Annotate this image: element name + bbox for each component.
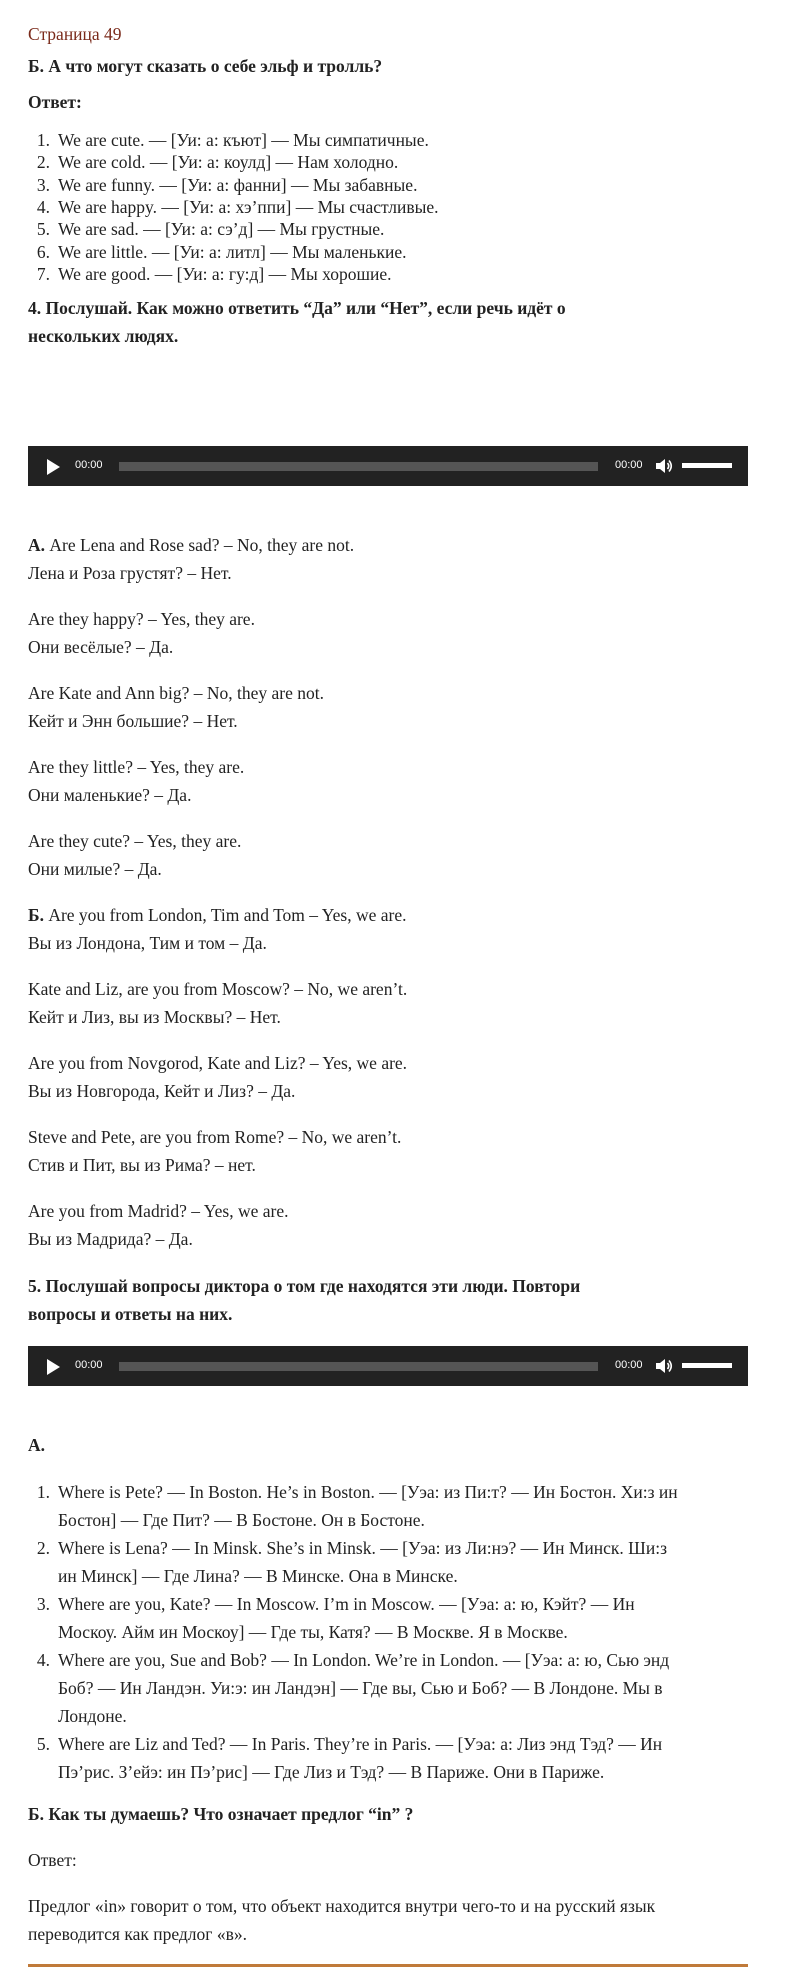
bottom-divider [28, 1964, 748, 1967]
dialogue-ru: Кейт и Энн большие? – Нет. [28, 711, 238, 731]
section-b-title: Б. А что могут сказать о себе эльф и тролль? [28, 56, 383, 76]
dialogue-en: А. Are Lena and Rose sad? – No, they are not. [28, 535, 355, 555]
audio-player [28, 446, 748, 486]
play-icon[interactable] [47, 459, 60, 475]
dialogue-en: Kate and Liz, are you from Moscow? – No, we aren’t. [28, 979, 408, 999]
task5-a-label: А. [28, 1435, 46, 1455]
dialogue-ru: Кейт и Лиз, вы из Москвы? – Нет. [28, 1007, 281, 1027]
page: Страница 49 Б. А что могут сказать о себе эльф и тролль? Ответ: 1. We are cute. — [Уи: а: къют] — Мы симпатичные. 2. We are cold. — [Уи: а: коулд] — Нам холодно. 3. We are funny. — [Уи: а: фанни] — Мы забавные. 4. We are happy. — [Уи: а: хэ’ппи] — Мы счастливые. 5. We are sad. — [Уи: а: сэ’д] — Мы грустные. 6. We are little. — [Уи: а: литл] — Мы маленькие. 7. We are good. — [Уи: а: гу:д] — Мы хорошие. 4. Послушай. Как можно ответить “Да” или “Нет”, если речь идёт о нескольких людях. 00:00 00:00 А. Are Lena and Rose sad? – No, they are not. Лена и Роза грустят? – Нет. Are they happy? – Yes, they are. Они весёлые? – Да. Are Kate and Ann big? – No, they are not. Кейт и Энн большие? – Нет. Are they little? – Yes, they are. Они маленькие? – Да. Are they cute? – Yes, they are. Они милые? – Да. Б. Are you from London, Tim and Tom – Yes, we are. Вы из Лондона, Тим и том – Да. Kate and Liz, are you from Moscow? – No, we aren’t. Кейт и Лиз, вы из Москвы? – Нет. Are you from Novgorod, Kate and Liz? – Yes, we are. Вы из Новгорода, Кейт и Лиз? – Да. Steve and Pete, are you from Rome? – No, we aren’t. Стив и Пит, вы из Рима? – нет. Are you from Madrid? – Yes, we are. Вы из Мадрида? – Да. 5. Послушай вопросы диктора о том где находятся эти люди. Повтори вопросы и ответы на них. 00:00 00:00 А. 1. Where is Pete? — In Boston. He’s in Boston. — [Уэа: из Пи:т? — Ин Бостон. Хи:з ин Бостон] — Где Пит? — В Бостоне. Он в Бостоне. 2. Where is Lena? — In Minsk. She’s in Minsk. — [Уэа: из Ли:нэ? — Ин Минск. Ши:з ин Минск] — Где Лина? — В Минске. Она в Минске. 3. Where are you, Kate? — In Moscow. I’m in Moscow. — [Уэа: а: ю, Кэйт? — Ин Москоу. Айм ин Москоу] — Где ты, Катя? — В Москве. Я в Москве. 4. Where are you, Sue and Bob? — In London. We’re in London. — [Уэа: а: ю, Сью энд Боб? — Ин Ландэн. Уи:э: ин Ландэн] — Где вы, Сью и Боб? — В Лондоне. Мы в Лондоне. 5. Where are Liz and Ted? — In Paris. They’re in Paris. — [Уэа: а: Лиз энд Тэд? — Ин Пэ’рис. З’ейэ: ин Пэ’рис] — Где Лиз и Тэд? — В Париже. Они в Париже. Б. Как ты думаешь? Что означает предлог “in” ? Ответ: Предлог «in» говорит о том, что объект находится внутри чего-то и на русский язык переводится как предлог «в». [0, 0, 786, 1969]
task4-title-line1: 4. Послушай. Как можно ответить “Да” или “Нет”, если речь идёт о [28, 298, 566, 318]
progress-track[interactable] [119, 1362, 598, 1371]
task5-title-line1: 5. Послушай вопросы диктора о том где находятся эти люди. Повтори [28, 1276, 581, 1296]
dialogue-en: Are you from Madrid? – Yes, we are. [28, 1201, 289, 1221]
current-time: 00:00 [75, 459, 103, 471]
dialogue-ru: Они маленькие? – Да. [28, 785, 192, 805]
dialogue-en: Are you from Novgorod, Kate and Liz? – Yes, we are. [28, 1053, 408, 1073]
progress-track[interactable] [119, 462, 598, 471]
volume-slider[interactable] [682, 1363, 732, 1368]
dialogue-en: Steve and Pete, are you from Rome? – No, we aren’t. [28, 1127, 402, 1147]
current-time: 00:00 [75, 1359, 103, 1371]
answer-label: Ответ: [28, 92, 82, 112]
dialogue-en: Are Kate and Ann big? – No, they are not. [28, 683, 324, 703]
volume-slider[interactable] [682, 463, 732, 468]
page-label: Страница 49 [28, 24, 122, 44]
dialogue-ru: Лена и Роза грустят? – Нет. [28, 563, 232, 583]
dialogue-ru: Стив и Пит, вы из Рима? – нет. [28, 1155, 256, 1175]
volume-icon[interactable] [655, 457, 673, 475]
answer-text-line2: переводится как предлог «в». [28, 1924, 247, 1944]
volume-icon[interactable] [655, 1357, 673, 1375]
audio-player [28, 1346, 748, 1386]
dialogue-en: Are they happy? – Yes, they are. [28, 609, 255, 629]
dialogue-ru: Вы из Мадрида? – Да. [28, 1229, 193, 1249]
duration: 00:00 [615, 459, 643, 471]
answer-label: Ответ: [28, 1850, 77, 1870]
answer-text-line1: Предлог «in» говорит о том, что объект находится внутри чего-то и на русский язык [28, 1896, 656, 1916]
dialogue-en: Are they cute? – Yes, they are. [28, 831, 242, 851]
task4-title-line2: нескольких людях. [28, 326, 179, 346]
play-icon[interactable] [47, 1359, 60, 1375]
dialogue-ru: Они весёлые? – Да. [28, 637, 174, 657]
dialogue-en: Are they little? – Yes, they are. [28, 757, 245, 777]
duration: 00:00 [615, 1359, 643, 1371]
dialogue-ru: Вы из Новгорода, Кейт и Лиз? – Да. [28, 1081, 296, 1101]
dialogue-ru: Вы из Лондона, Тим и том – Да. [28, 933, 267, 953]
dialogue-en: Б. Are you from London, Tim and Tom – Yes, we are. [28, 905, 407, 925]
task5-title-line2: вопросы и ответы на них. [28, 1304, 233, 1324]
task5-b-title: Б. Как ты думаешь? Что означает предлог “in” ? [28, 1804, 414, 1824]
dialogue-ru: Они милые? – Да. [28, 859, 162, 879]
